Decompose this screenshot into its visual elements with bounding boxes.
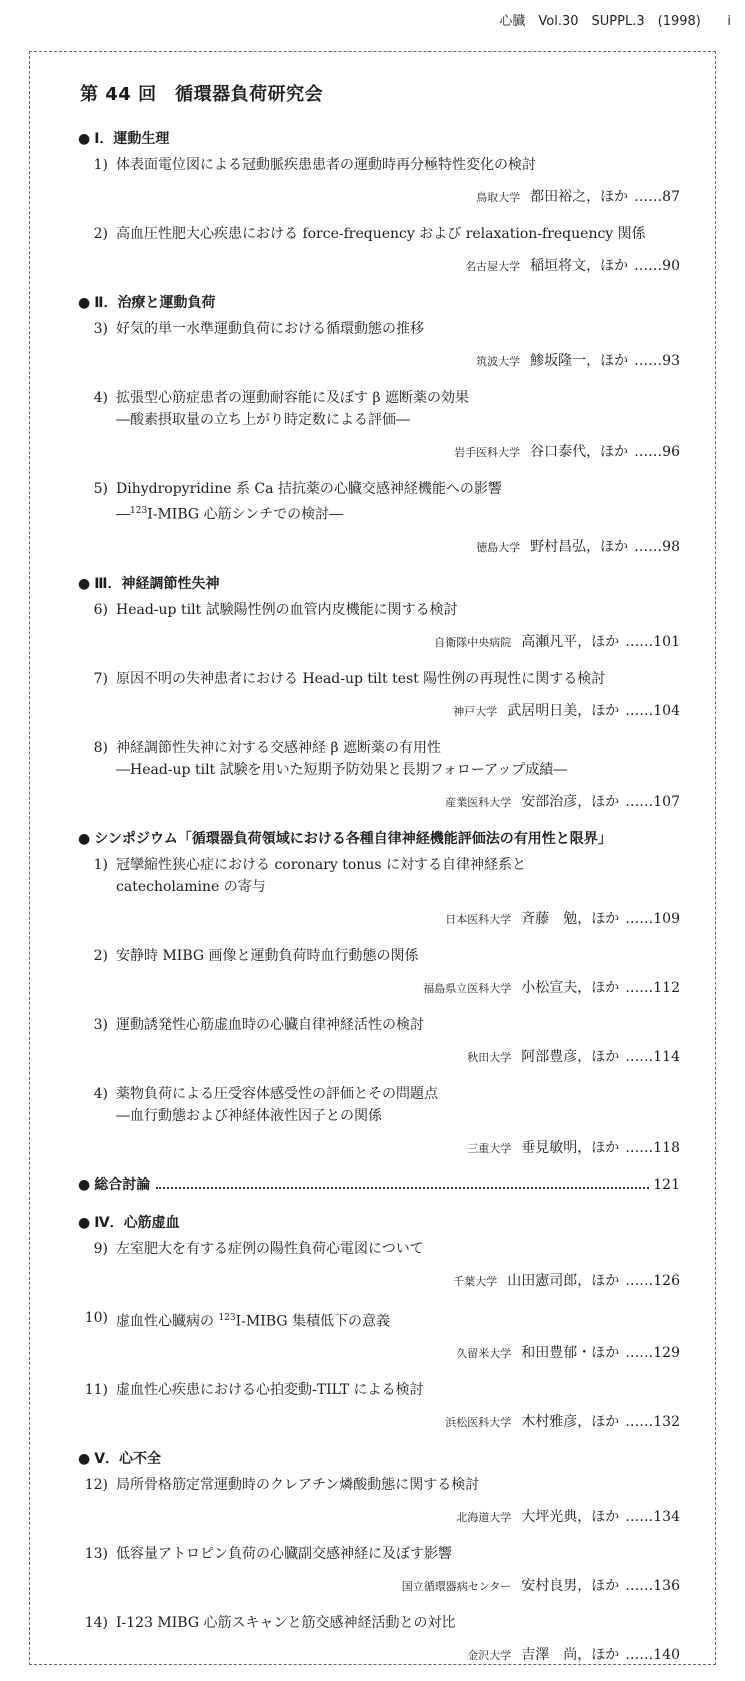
entry-affiliation: 岩手医科大学	[454, 446, 521, 459]
entry-affiliation: 金沢大学	[467, 1649, 512, 1663]
entry-byline	[80, 1270, 680, 1293]
section-heading	[78, 828, 680, 848]
section-heading-text: Ⅲ．神経調節性失神	[94, 575, 220, 592]
isotope-superscript: 123	[130, 506, 148, 516]
bullet-icon: ●	[78, 1176, 91, 1193]
entry-affiliation: 久留米大学	[456, 1347, 512, 1361]
entry-page: ……112	[625, 979, 680, 996]
entry-page: ……107	[625, 793, 680, 810]
entry-title-text: I-123 MIBG 心筋スキャンと筋交感神経活動との対比	[116, 1615, 456, 1632]
entry-affiliation: 三重大学	[467, 1141, 512, 1155]
entry-title	[80, 1379, 680, 1401]
entry-title-text: 原因不明の失神患者における Head-up tilt test 陽性例の再現性に関する検討	[116, 670, 606, 687]
entry-byline	[80, 908, 680, 931]
entry-author: 都田裕之，ほか	[530, 189, 629, 205]
toc-entry[interactable]	[80, 668, 680, 723]
toc-entry[interactable]	[80, 318, 680, 373]
entry-page: ……126	[625, 1272, 680, 1289]
entry-number: 13)	[84, 1546, 108, 1563]
entry-title	[80, 854, 680, 876]
toc-entry[interactable]	[80, 1474, 680, 1529]
toc-section	[80, 573, 680, 814]
entry-subtitle: ―血行動態および神経体液性因子との関係	[116, 1107, 382, 1124]
entry-title	[80, 478, 680, 500]
journal-citation: 心臓 Vol.30 SUPPL.3 (1998)	[499, 14, 701, 29]
section-heading-text: Ⅴ．心不全	[94, 1451, 162, 1468]
entry-page: ……140	[625, 1647, 680, 1664]
toc-entry[interactable]	[80, 223, 680, 278]
entry-number: 12)	[84, 1477, 108, 1494]
discussion-page: 121	[653, 1176, 680, 1193]
entry-title-text: 低容量アトロピン負荷の心臓副交感神経に及ぼす影響	[116, 1546, 452, 1563]
section-heading-text: Ⅱ．治療と運動負荷	[94, 295, 216, 311]
entry-author: 和田豊郁・ほか	[521, 1345, 620, 1362]
entry-number: 4)	[93, 390, 108, 406]
toc-entry[interactable]	[80, 1083, 680, 1160]
entry-title	[80, 1543, 680, 1565]
entry-subtitle: catecholamine の寄与	[116, 878, 266, 895]
entry-number: 2)	[93, 226, 108, 242]
entry-affiliation: 秋田大学	[467, 1050, 512, 1064]
entry-title	[80, 737, 680, 759]
entry-byline	[80, 1644, 680, 1667]
entry-author: 吉澤 尚，ほか	[521, 1647, 620, 1664]
entry-title-text: 局所骨格筋定常運動時のクレアチン燐酸動態に関する検討	[116, 1477, 480, 1494]
entry-byline	[80, 1137, 680, 1160]
entry-title	[80, 1307, 680, 1333]
toc-entry[interactable]	[80, 737, 680, 814]
entry-author: 小松宣夫，ほか	[521, 979, 620, 996]
entry-byline	[80, 350, 680, 373]
entry-title	[80, 154, 680, 176]
entry-affiliation: 筑波大学	[476, 355, 521, 368]
toc-entry[interactable]	[80, 854, 680, 931]
entry-number: 1)	[93, 856, 108, 873]
entry-author: 稲垣将文，ほか	[530, 258, 629, 274]
entry-page: ……129	[625, 1345, 680, 1362]
bullet-icon: ●	[78, 830, 91, 847]
entry-subtitle: ―酸素摂取量の立ち上がり時定数による評価―	[116, 412, 410, 428]
entry-affiliation: 神戸大学	[453, 704, 498, 718]
entry-affiliation: 千葉大学	[453, 1274, 498, 1288]
entry-author: 大坪光典，ほか	[521, 1509, 620, 1526]
entry-byline	[80, 1411, 680, 1434]
entry-affiliation: 浜松医科大学	[445, 1416, 512, 1430]
section-heading	[78, 1212, 680, 1232]
entry-title	[80, 1014, 680, 1036]
bullet-icon: ●	[78, 1214, 91, 1231]
entry-author: 安部治彦，ほか	[521, 793, 620, 810]
bullet-icon: ●	[78, 295, 91, 311]
entry-title-text: 拡張型心筋症患者の運動耐容能に及ぼす β 遮断薬の効果	[116, 390, 469, 406]
entry-byline	[80, 700, 680, 723]
entry-affiliation: 北海道大学	[456, 1511, 512, 1525]
entry-number: 11)	[84, 1382, 108, 1399]
toc-section	[80, 128, 680, 278]
entry-byline	[80, 255, 680, 278]
toc-section	[80, 1448, 680, 1667]
entry-byline	[80, 186, 680, 209]
entry-title-text: 安静時 MIBG 画像と運動負荷時血行動態の関係	[116, 947, 419, 964]
discussion-label: 総合討論	[94, 1176, 151, 1193]
entry-title	[80, 668, 680, 690]
entry-title-text: 左室肥大を有する症例の陽性負荷心電図について	[116, 1240, 424, 1257]
entry-page: ……93	[634, 353, 680, 369]
entry-affiliation: 名古屋大学	[465, 260, 521, 273]
sections-group-1	[80, 128, 680, 1160]
entry-number: 4)	[93, 1085, 108, 1102]
entry-title-text: 運動誘発性心筋虚血時の心臓自律神経活性の検討	[116, 1016, 424, 1033]
entry-number: 7)	[93, 670, 108, 687]
entry-author: 垂見敏明，ほか	[521, 1139, 620, 1156]
entry-affiliation: 徳島大学	[476, 540, 521, 554]
entry-title-text	[116, 1307, 390, 1333]
entry-byline	[80, 791, 680, 814]
toc-entry[interactable]	[80, 1014, 680, 1069]
entry-title-text: 高血圧性肥大心疾患における force-frequency および relaxation-frequency 関係	[116, 226, 646, 242]
entry-title	[80, 599, 680, 621]
entry-page: ……109	[625, 910, 680, 927]
entry-byline	[80, 977, 680, 1000]
subtitle-prefix: ―	[116, 506, 130, 523]
entry-page: ……87	[634, 189, 680, 205]
running-head	[0, 10, 731, 29]
entry-page: ……90	[634, 258, 680, 274]
section-heading	[78, 128, 680, 148]
entry-number: 1)	[93, 157, 108, 173]
entry-author: 鯵坂隆一，ほか	[530, 353, 629, 369]
entry-byline	[80, 441, 680, 464]
general-discussion[interactable]	[78, 1174, 680, 1194]
entry-page: ……96	[634, 444, 680, 460]
entry-affiliation: 福島県立医科大学	[423, 981, 512, 995]
entry-subtitle	[116, 500, 680, 526]
section-heading	[78, 573, 680, 593]
entry-page: ……114	[625, 1048, 680, 1065]
section-heading	[78, 1448, 680, 1468]
entry-title	[80, 1474, 680, 1496]
entry-author: 高瀬凡平，ほか	[521, 633, 620, 650]
toc-entry[interactable]	[80, 387, 680, 464]
toc-entry[interactable]	[80, 1307, 680, 1366]
entry-page: ……104	[625, 702, 680, 719]
entry-title	[80, 1238, 680, 1260]
toc-entry[interactable]	[80, 599, 680, 654]
toc-section	[80, 828, 680, 1160]
entry-author: 安村良男，ほか	[521, 1578, 620, 1595]
entry-page: ……136	[625, 1578, 680, 1595]
entry-page: ……101	[625, 633, 680, 650]
entry-number: 9)	[93, 1240, 108, 1257]
section-heading-text: Ⅰ．運動生理	[94, 131, 170, 147]
toc-entry[interactable]	[80, 945, 680, 1000]
title-rest: I-MIBG 集積低下の意義	[235, 1313, 390, 1330]
entry-title	[80, 1612, 680, 1634]
entry-subtitle: ―Head-up tilt 試験を用いた短期予防効果と長期フォローアップ成績―	[116, 761, 568, 778]
toc-entry[interactable]	[80, 1543, 680, 1598]
entry-byline	[80, 1046, 680, 1069]
entry-title-text: 虚血性心疾患における心拍変動-TILT による検討	[116, 1382, 424, 1399]
entry-title-text: 体表面電位図による冠動脈疾患患者の運動時再分極特性変化の検討	[116, 157, 536, 173]
toc-entry[interactable]	[80, 478, 680, 559]
entry-page: ……118	[625, 1139, 680, 1156]
entry-number: 8)	[93, 739, 108, 756]
entry-byline	[80, 631, 680, 654]
entry-affiliation: 産業医科大学	[445, 795, 512, 809]
entry-title	[80, 1083, 680, 1105]
toc-entry[interactable]	[80, 1379, 680, 1434]
entry-byline	[80, 1575, 680, 1598]
page-title: 第 44 回 循環器負荷研究会	[80, 84, 324, 105]
entry-number: 3)	[93, 321, 108, 337]
title-prefix: 虚血性心臓病の	[116, 1313, 219, 1330]
sections-group-2	[80, 1212, 680, 1668]
entry-author: 斉藤 勉，ほか	[521, 910, 620, 927]
toc-entry[interactable]	[80, 1238, 680, 1293]
entry-number: 3)	[93, 1016, 108, 1033]
entry-number: 10)	[84, 1309, 108, 1326]
entry-affiliation: 日本医科大学	[445, 912, 512, 926]
isotope-superscript: 123	[218, 1312, 236, 1323]
entry-title-text: Dihydropyridine 系 Ca 拮抗薬の心臓交感神経機能への影響	[116, 481, 502, 497]
entry-affiliation: 鳥取大学	[476, 191, 521, 204]
entry-page: ……98	[634, 538, 680, 555]
entry-title-text: 好気的単一水準運動負荷における循環動態の推移	[116, 321, 424, 337]
entry-title-text: 冠攣縮性狭心症における coronary tonus に対する自律神経系と	[116, 856, 526, 873]
toc-section	[80, 1212, 680, 1435]
page-number: i	[727, 14, 731, 29]
entry-page: ……134	[625, 1509, 680, 1526]
toc-entry[interactable]	[80, 154, 680, 209]
section-heading-text: Ⅳ．心筋虚血	[94, 1214, 180, 1231]
entry-affiliation: 自衛隊中央病院	[434, 635, 512, 649]
table-of-contents	[80, 80, 680, 1681]
entry-byline	[80, 1342, 680, 1365]
entry-title-text: 薬物負荷による圧受容体感受性の評価とその問題点	[116, 1085, 438, 1102]
entry-title	[80, 387, 680, 409]
entry-title-text: Head-up tilt 試験陽性例の血管内皮機能に関する検討	[116, 601, 458, 618]
entry-number: 6)	[93, 601, 108, 618]
entry-author: 谷口泰代，ほか	[530, 444, 629, 460]
subtitle-rest: I-MIBG 心筋シンチでの検討―	[147, 506, 344, 523]
entry-title	[80, 945, 680, 967]
entry-byline	[80, 1506, 680, 1529]
section-heading	[78, 292, 680, 312]
entry-author: 武居明日美，ほか	[507, 702, 620, 719]
entry-author: 木村雅彦，ほか	[521, 1414, 620, 1431]
bullet-icon: ●	[78, 1451, 91, 1468]
bullet-icon: ●	[78, 575, 91, 592]
bullet-icon: ●	[78, 131, 91, 147]
entry-title	[80, 318, 680, 340]
entry-byline	[80, 536, 680, 559]
entry-number: 2)	[93, 947, 108, 964]
entry-affiliation: 国立循環器病センター	[401, 1580, 512, 1594]
dot-leader	[156, 1187, 649, 1189]
toc-section	[80, 292, 680, 559]
entry-title-text: 神経調節性失神に対する交感神経 β 遮断薬の有用性	[116, 739, 441, 756]
entry-page: ……132	[625, 1414, 680, 1431]
toc-entry[interactable]	[80, 1612, 680, 1667]
section-heading-text: シンポジウム「循環器負荷領域における各種自律神経機能評価法の有用性と限界」	[94, 830, 612, 847]
entry-title	[80, 223, 680, 245]
entry-number: 14)	[84, 1615, 108, 1632]
entry-number: 5)	[93, 481, 108, 497]
entry-author: 阿部豊彦，ほか	[521, 1048, 620, 1065]
entry-author: 野村昌弘，ほか	[530, 538, 629, 555]
entry-author: 山田憲司郎，ほか	[507, 1272, 620, 1289]
